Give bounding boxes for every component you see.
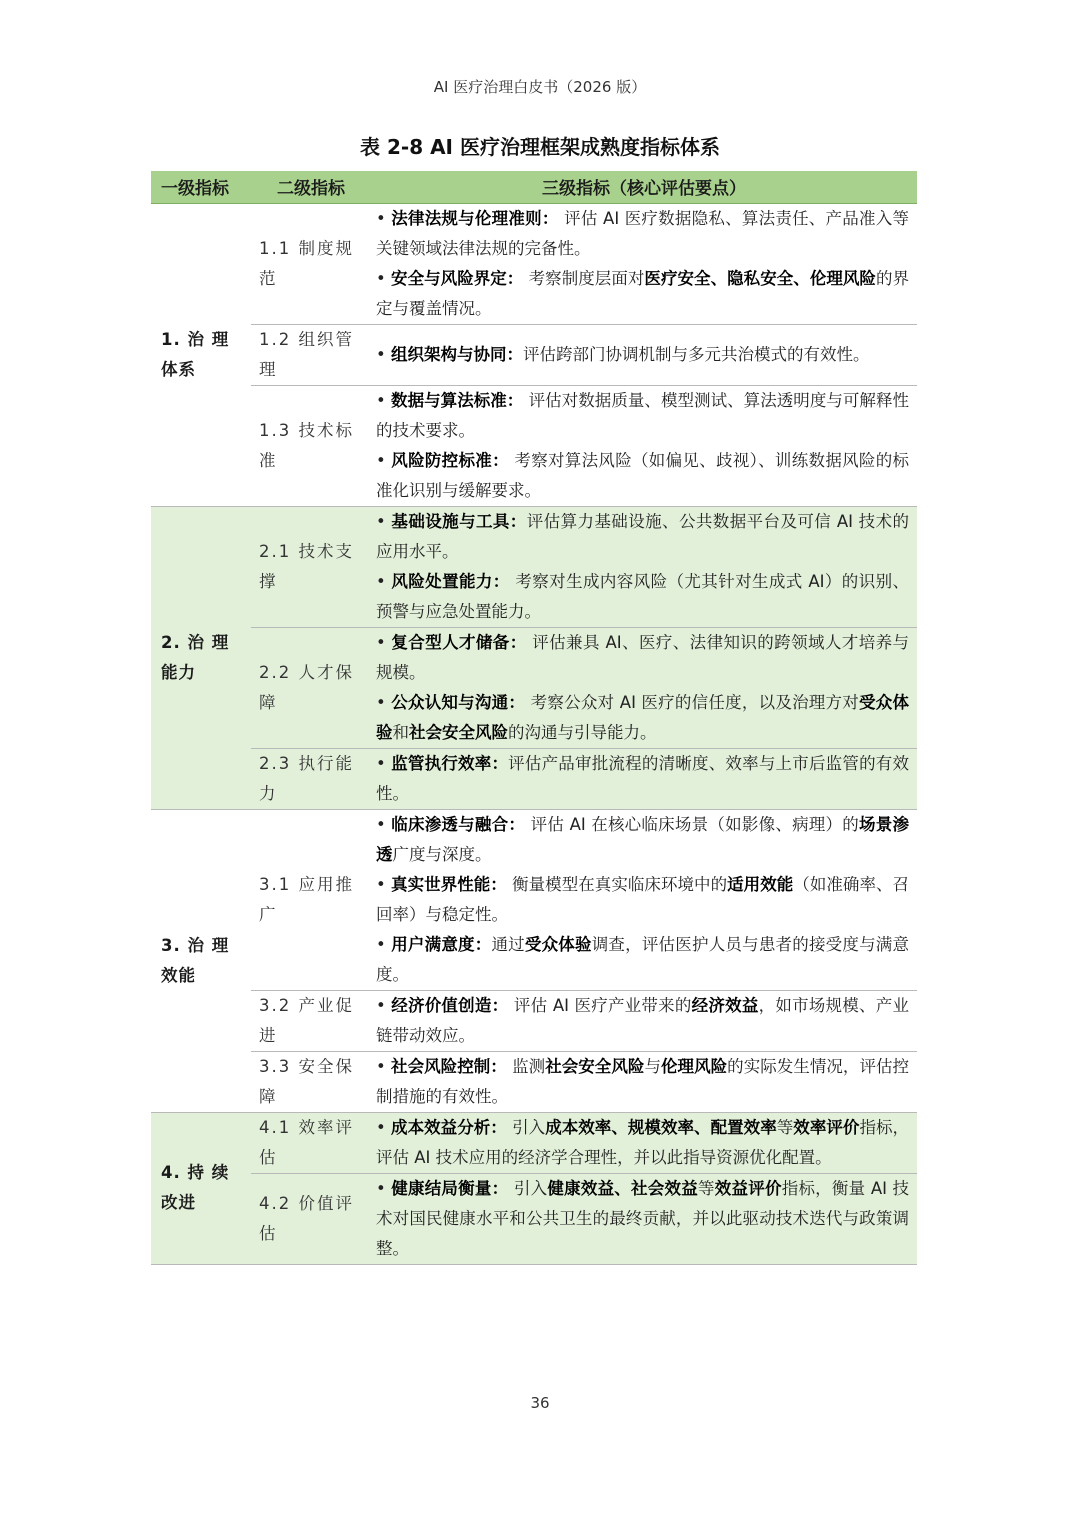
bold-term: 成本效率、规模效率、配置效率 xyxy=(545,1117,777,1137)
evaluation-point xyxy=(376,870,909,930)
table-row xyxy=(151,324,917,385)
bold-term: 效益评价 xyxy=(714,1178,782,1198)
point-text: 等 xyxy=(698,1178,715,1198)
evaluation-point xyxy=(376,264,909,324)
bold-term: 社会安全风险 xyxy=(545,1056,645,1076)
point-text: 评估对数据质量、模型测试、算法透明度与可解释性的技术要求。 xyxy=(376,390,910,440)
point-text: 指标，衡量 AI 技术对国民健康水平和公共卫生的最终贡献，并以此驱动技术迭代与政策调整。 xyxy=(376,1178,910,1258)
evaluation-point xyxy=(376,386,909,446)
column-header-level3: 三级指标（核心评估要点） xyxy=(371,171,917,203)
point-text: 衡量模型在真实临床环境中的 xyxy=(506,874,728,894)
level2-cell: 1.3 技术标准 xyxy=(251,385,371,506)
level2-cell: 4.1 效率评估 xyxy=(251,1112,371,1173)
bold-term: 公众认知与沟通： xyxy=(391,692,526,712)
level3-cell xyxy=(371,1051,917,1112)
level3-cell xyxy=(371,990,917,1051)
table-row xyxy=(151,1173,917,1264)
bold-term: 效率评价 xyxy=(793,1117,860,1137)
point-text: 引入 xyxy=(508,1178,548,1198)
column-header-level1: 一级指标 xyxy=(151,171,251,203)
point-text: 评估算力基础设施、公共数据平台及可信 AI 技术的应用水平。 xyxy=(376,511,910,561)
point-text: 考察制度层面对 xyxy=(523,268,645,288)
level1-cell: 1. 治 理 体系 xyxy=(151,203,251,506)
evaluation-point xyxy=(376,991,909,1051)
level2-cell: 4.2 价值评估 xyxy=(251,1173,371,1264)
point-text: 评估 AI 医疗产业带来的 xyxy=(508,995,692,1015)
point-text: 考察对算法风险（如偏见、歧视）、训练数据风险的标准化识别与缓解要求。 xyxy=(376,450,910,500)
point-text: • xyxy=(376,753,392,773)
table-title: 表 2-8 AI 医疗治理框架成熟度指标体系 xyxy=(360,135,720,159)
level3-cell xyxy=(371,324,917,385)
bold-term: 真实世界性能： xyxy=(391,874,507,894)
point-text: • xyxy=(376,511,392,531)
point-text: 通过 xyxy=(491,934,525,954)
level2-cell: 1.1 制度规范 xyxy=(251,203,371,324)
evaluation-point xyxy=(376,1052,909,1112)
table-body xyxy=(151,203,917,1264)
point-text: • xyxy=(376,1056,392,1076)
column-header-level2: 二级指标 xyxy=(251,171,371,203)
point-text: 的沟通与引导能力。 xyxy=(508,722,657,742)
point-text: • xyxy=(376,995,392,1015)
evaluation-point xyxy=(376,749,909,809)
level1-cell: 3. 治 理 效能 xyxy=(151,809,251,1112)
point-text: 评估 AI 在核心临床场景（如影像、病理）的 xyxy=(525,814,860,834)
point-text: 的实际发生情况，评估控制措施的有效性。 xyxy=(376,1056,910,1106)
level3-cell xyxy=(371,809,917,990)
point-text: • xyxy=(376,632,392,652)
level2-cell: 1.2 组织管理 xyxy=(251,324,371,385)
table-row xyxy=(151,203,917,324)
evaluation-point xyxy=(376,1174,909,1264)
level3-cell xyxy=(371,385,917,506)
level3-cell xyxy=(371,1173,917,1264)
table-header-row xyxy=(151,171,917,203)
point-text: 指标，评估 AI 技术应用的经济学合理性，并以此指导资源优化配置。 xyxy=(376,1117,910,1167)
level2-cell: 2.2 人才保障 xyxy=(251,627,371,748)
bold-term: 场景渗透 xyxy=(376,814,910,864)
evaluation-point xyxy=(376,930,909,990)
bold-term: 成本效益分析： xyxy=(391,1117,507,1137)
point-text: 等 xyxy=(776,1117,794,1137)
point-text: 评估产品审批流程的清晰度、效率与上市后监管的有效性。 xyxy=(376,753,910,803)
point-text: （如准确率、召回率）与稳定性。 xyxy=(376,874,910,924)
level1-cell: 4. 持 续 改进 xyxy=(151,1112,251,1264)
bold-term: 用户满意度： xyxy=(391,934,492,954)
point-text: • xyxy=(376,1117,392,1137)
table-row xyxy=(151,748,917,809)
point-text: • xyxy=(376,1178,392,1198)
level2-cell: 3.1 应用推广 xyxy=(251,809,371,990)
level3-cell xyxy=(371,506,917,627)
bold-term: 复合型人才储备： xyxy=(391,632,527,652)
bold-term: 组织架构与协同： xyxy=(390,344,523,364)
point-text: • xyxy=(376,344,391,364)
bold-term: 经济价值创造： xyxy=(391,995,509,1015)
point-text: 与 xyxy=(644,1056,661,1076)
bold-term: 社会风险控制： xyxy=(391,1056,507,1076)
bold-term: 医疗安全、隐私安全、伦理风险 xyxy=(644,268,876,288)
level2-cell: 3.2 产业促进 xyxy=(251,990,371,1051)
bold-term: 伦理风险 xyxy=(660,1056,728,1076)
table-row xyxy=(151,1051,917,1112)
level3-cell xyxy=(371,203,917,324)
point-text: 和 xyxy=(392,722,409,742)
evaluation-point xyxy=(376,628,909,688)
bold-term: 安全与风险界定： xyxy=(391,268,524,288)
bold-term: 临床渗透与融合： xyxy=(391,814,526,834)
bold-term: 风险防控标准： xyxy=(391,450,509,470)
point-text: • xyxy=(376,934,392,954)
table-row xyxy=(151,1112,917,1173)
point-text: • xyxy=(376,450,392,470)
evaluation-point xyxy=(376,1113,909,1173)
evaluation-point xyxy=(376,340,909,370)
table-row xyxy=(151,809,917,990)
point-text: • xyxy=(376,874,392,894)
point-text: • xyxy=(376,208,392,228)
point-text: 考察公众对 AI 医疗的信任度，以及治理方对 xyxy=(525,692,860,712)
table-row xyxy=(151,506,917,627)
indicator-table xyxy=(151,171,917,1265)
level3-cell xyxy=(371,627,917,748)
level2-cell: 3.3 安全保障 xyxy=(251,1051,371,1112)
point-text: 的界定与覆盖情况。 xyxy=(376,268,910,318)
evaluation-point xyxy=(376,204,909,264)
bold-term: 社会安全风险 xyxy=(409,722,508,742)
bold-term: 经济效益 xyxy=(691,995,759,1015)
point-text: • xyxy=(376,390,392,410)
point-text: 引入 xyxy=(506,1117,546,1137)
point-text: 评估 AI 医疗数据隐私、算法责任、产品准入等关键领域法律法规的完备性。 xyxy=(376,208,910,258)
point-text: 调查，评估医护人员与患者的接受度与满意度。 xyxy=(376,934,910,984)
running-header: AI 医疗治理白皮书（2026 版） xyxy=(433,78,647,96)
point-text: 广度与深度。 xyxy=(392,844,492,864)
evaluation-point xyxy=(376,810,909,870)
evaluation-point xyxy=(376,688,909,748)
level2-cell: 2.3 执行能力 xyxy=(251,748,371,809)
bold-term: 健康效益、社会效益 xyxy=(547,1178,698,1198)
point-text: • xyxy=(376,692,392,712)
bold-term: 基础设施与工具： xyxy=(391,511,527,531)
bold-term: 数据与算法标准： xyxy=(391,390,524,410)
bold-term: 受众体验 xyxy=(376,692,910,742)
point-text: 评估兼具 AI、医疗、法律知识的跨领域人才培养与规模。 xyxy=(376,632,909,682)
point-text: ，如市场规模、产业链带动效应。 xyxy=(376,995,909,1045)
evaluation-point xyxy=(376,567,909,627)
level1-cell: 2. 治 理 能力 xyxy=(151,506,251,809)
bold-term: 风险处置能力： xyxy=(391,571,510,591)
table-row xyxy=(151,990,917,1051)
point-text: • xyxy=(376,268,392,288)
bold-term: 监管执行效率： xyxy=(391,753,509,773)
table-row xyxy=(151,385,917,506)
bold-term: 健康结局衡量： xyxy=(391,1178,509,1198)
level3-cell xyxy=(371,1112,917,1173)
point-text: • xyxy=(376,571,392,591)
page-number: 36 xyxy=(530,1394,550,1412)
level2-cell: 2.1 技术支撑 xyxy=(251,506,371,627)
point-text: 监测 xyxy=(506,1056,546,1076)
point-text: 考察对生成内容风险（尤其针对生成式 AI）的识别、预警与应急处置能力。 xyxy=(376,571,910,621)
bold-term: 适用效能 xyxy=(727,874,794,894)
evaluation-point xyxy=(376,507,909,567)
level3-cell xyxy=(371,748,917,809)
evaluation-point xyxy=(376,446,909,506)
point-text: 评估跨部门协调机制与多元共治模式的有效性。 xyxy=(522,344,870,364)
point-text: • xyxy=(376,814,392,834)
table-row xyxy=(151,627,917,748)
bold-term: 法律法规与伦理准则： xyxy=(391,208,559,228)
bold-term: 受众体验 xyxy=(524,934,592,954)
